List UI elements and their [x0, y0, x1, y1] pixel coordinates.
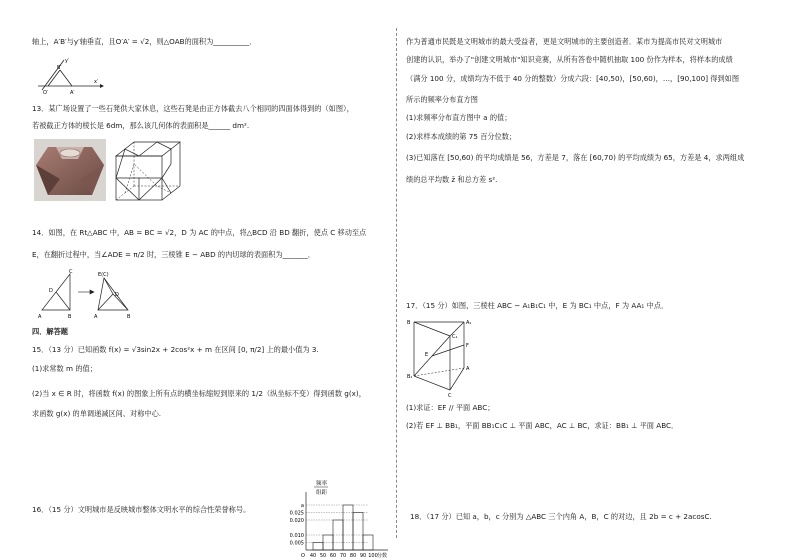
hist-x-tick: 80 — [349, 553, 357, 559]
hist-x-tick: 50 — [319, 553, 327, 559]
hist-y-tick: 0.025 — [289, 510, 304, 517]
q12-tail: 轴上，A′B′与y′轴垂直，且O′A′ = √2，则△OAB的面积为__________． — [32, 37, 257, 46]
q14-label-A1: A — [38, 314, 42, 318]
q17-sub1: (1)求证：EF // 平面 ABC； — [406, 403, 495, 412]
q14-line1: 14．如图，在 Rt△ABC 中，AB = BC = √2，D 为 AC 的中点，将△BCD 沿 BD 翻折，使点 C 移动至点 — [32, 228, 367, 237]
q17-label-B: B — [407, 320, 411, 326]
q16-sub2: (2)求样本成绩的第 75 百分位数； — [406, 132, 517, 141]
hist-y-label-bottom: 组距 — [316, 490, 328, 496]
q15-line2: (1)求常数 m 的值； — [32, 364, 97, 373]
q16-sub3-line1: (3)已知落在 [50,60) 的平均成绩是 56，方差是 7，落在 [60,70) 的平均成绩为 65，方差是 4，求两组成 — [406, 153, 745, 162]
q12-x-arrow — [100, 84, 104, 88]
section-heading: 四．解答题 — [32, 327, 68, 336]
hist-x-tick: 100 — [368, 553, 378, 559]
q17-label-E: E — [425, 352, 429, 358]
hist-bar — [313, 543, 323, 551]
q16-sub1: (1)求频率分布直方图中 a 的值； — [406, 113, 512, 122]
q14-label-D1: D — [49, 288, 53, 294]
q14-label-EC: E(C) — [98, 272, 109, 278]
q14-figure — [34, 266, 144, 318]
q17-line1: 17．（15 分）如图，三棱柱 ABC − A₁B₁C₁ 中，E 为 BC₁ 中点，F 为 AA₁ 中点． — [406, 301, 669, 310]
q12-label-y: y′ — [65, 58, 70, 64]
q14-label-C1: C — [69, 269, 73, 275]
q17-label-B1: B₁ — [407, 374, 413, 380]
hist-x-tick: 90 — [359, 553, 367, 559]
q12-label-x: x′ — [94, 79, 99, 85]
q16-sub3-line2: 绩的总平均数 z̄ 和总方差 s². — [406, 175, 498, 184]
q14-label-A2: A — [94, 314, 98, 318]
q17-sub2: (2)若 EF ⊥ BB₁，平面 BB₁C₁C ⊥ 平面 ABC，AC ⊥ BC，求证：BB₁ ⊥ 平面 ABC． — [406, 421, 679, 430]
q17-label-C: C — [448, 393, 452, 398]
q15-line3: (2)当 x ∈ R 时，将函数 f(x) 的图象上所有点的横坐标缩短到原来的 1/2（纵坐标不变）得到函数 g(x)， — [32, 389, 366, 398]
q16-cont-line3: （满分 100 分，成绩均为不低于 40 分的整数）分成六段：[40,50)，[50,60)，…，[90,100] 得到如图 — [406, 74, 740, 83]
q12-label-O: O′ — [43, 90, 49, 96]
hist-y-tick: 0.020 — [289, 517, 304, 524]
q15-line1: 15．（13 分）已知函数 f(x) = √3sin2x + 2cos²x + m 在区间 [0, π/2] 上的最小值为 3. — [32, 345, 319, 354]
hist-x-tick: 70 — [339, 553, 347, 559]
q12-label-B: B′ — [57, 65, 62, 71]
q12-figure — [34, 56, 104, 96]
hist-x-tick: 40 — [309, 553, 317, 559]
q15-line4: 求函数 g(x) 的单调递减区间、对称中心. — [32, 409, 162, 418]
q14-label-B1: B — [68, 314, 72, 318]
hist-bar — [343, 505, 353, 550]
q17-label-A1: A₁ — [466, 320, 472, 326]
left-column — [0, 0, 396, 560]
right-column — [398, 0, 794, 560]
q16-histogram — [284, 476, 396, 560]
q14-line2: E，在翻折过程中，当∠ADE = π/2 时，三棱锥 E − ABD 的内切球的表面积为_______． — [32, 250, 315, 259]
q17-label-F: F — [466, 343, 469, 349]
q17-label-A: A — [466, 366, 470, 372]
hist-x-tick: 60 — [329, 553, 337, 559]
q16-cont-line1: 作为普通市民既是文明城市的最大受益者，更是文明城市的主要创造者．某市为提高市民对文明城市 — [406, 37, 723, 46]
column-divider — [396, 28, 397, 538]
q17-label-C1: C₁ — [452, 334, 458, 340]
q13-line2: 若被截正方体的棱长是 6dm，那么该几何体的表面积是______ dm². — [32, 121, 250, 130]
q16-line1: 16．（15 分）文明城市是反映城市整体文明水平的综合性荣誉称号。 — [32, 505, 251, 514]
hist-x-unit: 分数 — [376, 553, 388, 559]
q16-cont-line4: 所示的频率分布直方图 — [406, 95, 478, 104]
q14-label-D2: D — [115, 292, 119, 298]
q13-solid-diagram — [112, 140, 184, 202]
q16-cont-line2: 创建的认识，举办了"创建文明城市"知识竞赛，从所有答卷中随机抽取 100 份作为样本，将样本的成绩 — [406, 55, 733, 64]
hist-y-tick: a — [300, 502, 304, 509]
hist-y-tick: 0.010 — [289, 532, 304, 539]
hist-y-label-top: 频率 — [316, 481, 328, 487]
hist-y-tick: 0.005 — [289, 540, 304, 547]
q13-stone-photo — [34, 139, 106, 201]
q17-prism-figure — [404, 314, 488, 398]
q18-line1: 18．（17 分）已知 a，b，c 分别为 △ABC 三个内角 A，B，C 的对边，且 2b = c + 2acosC. — [410, 512, 712, 521]
q12-label-A: A′ — [70, 90, 75, 96]
hist-origin: O — [301, 553, 305, 559]
q14-label-B2: B — [127, 314, 131, 318]
q13-line1: 13．某广场设置了一些石凳供大家休息，这些石凳是由正方体截去八个相同的四面体得到的（如图）， — [32, 104, 354, 113]
hist-bar — [353, 513, 363, 551]
